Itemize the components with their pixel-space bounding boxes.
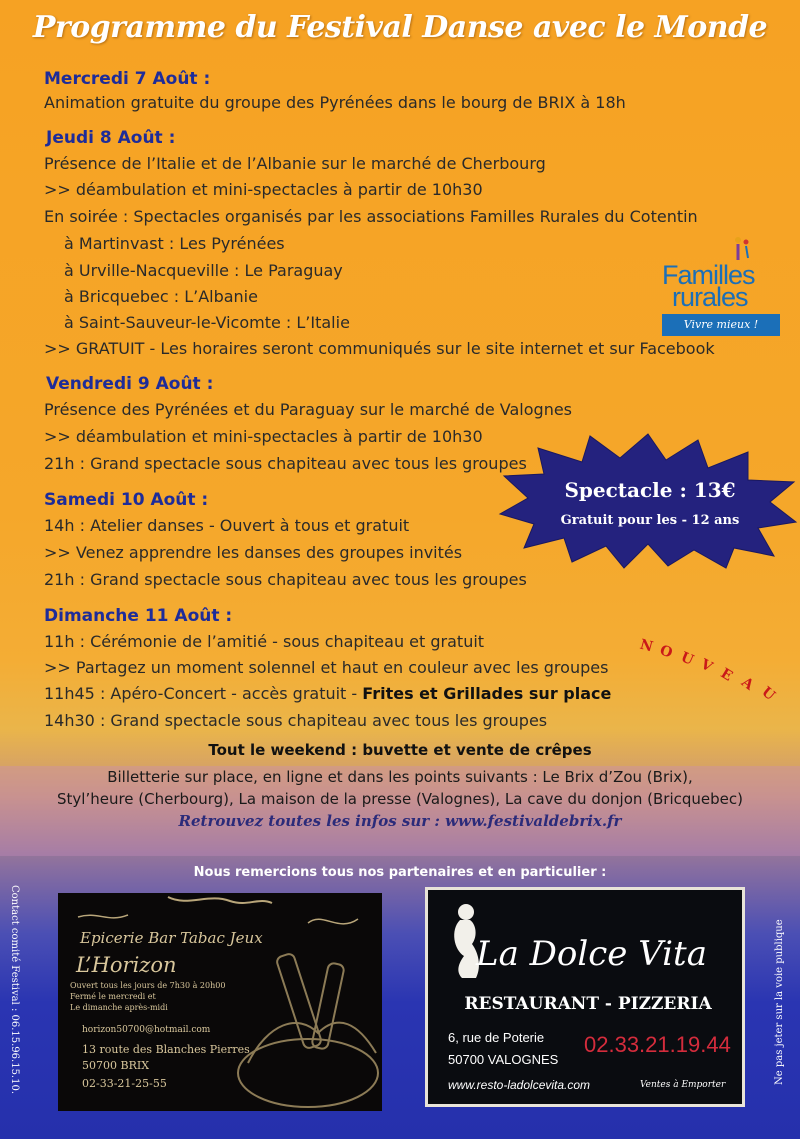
nouveau-letter: N: [638, 636, 655, 656]
program-line: >> déambulation et mini-spectacles à partir de 10h30: [44, 427, 483, 446]
nouveau-letter: V: [697, 656, 715, 676]
program-line: à Urville-Nacqueville : Le Paraguay: [64, 261, 343, 280]
ticketing-line1: Billetterie sur place, en ligne et dans les points suivants : Le Brix d’Zou (Brix),: [107, 768, 693, 786]
program-line: 21h : Grand spectacle sous chapiteau avec tous les groupes: [44, 454, 527, 473]
partner1-hours: Le dimanche après-midi: [70, 1003, 168, 1012]
program-line: à Bricquebec : L’Albanie: [64, 287, 258, 306]
ticketing-website[interactable]: Retrouvez toutes les infos sur : www.festivaldebrix.fr: [178, 812, 622, 830]
program-line: à Martinvast : Les Pyrénées: [64, 234, 285, 253]
partner-card-dolce-vita: [425, 887, 745, 1107]
partner1-header: Epicerie Bar Tabac Jeux: [80, 929, 263, 947]
partner1-hours: Ouvert tous les jours de 7h30 à 20h00: [70, 981, 226, 990]
partner1-name: L’Horizon: [76, 953, 177, 977]
price-sub: Gratuit pour les - 12 ans: [560, 513, 740, 528]
partner2-address: 50700 VALOGNES: [448, 1052, 559, 1067]
program-line: 21h : Grand spectacle sous chapiteau avec tous les groupes: [44, 570, 527, 589]
program-line: En soirée : Spectacles organisés par les associations Familles Rurales du Cotentin: [44, 207, 698, 226]
logo-line2: rurales: [672, 282, 748, 312]
day-heading: Samedi 10 Août :: [44, 490, 209, 510]
program-line: 14h : Atelier danses - Ouvert à tous et gratuit: [44, 516, 410, 535]
day-heading: Vendredi 9 Août :: [46, 374, 214, 394]
weekend-note: Tout le weekend : buvette et vente de crêpes: [208, 741, 592, 759]
price-main: Spectacle : 13€: [564, 478, 736, 502]
partner2-website[interactable]: www.resto-ladolcevita.com: [448, 1078, 591, 1092]
partner1-hours: Fermé le mercredi et: [70, 992, 156, 1001]
program-line: à Saint-Sauveur-le-Vicomte : L’Italie: [64, 313, 350, 332]
contact-text: Contact comité Festival : 06.15.96.15.10.: [9, 885, 20, 1095]
logo-tagline: Vivre mieux !: [662, 314, 780, 336]
familles-rurales-logo: [662, 236, 780, 338]
nouveau-letter: U: [758, 683, 778, 705]
program-line: [44, 684, 611, 703]
nouveau-letter: A: [738, 674, 757, 694]
highlight-text: Frites et Grillades sur place: [362, 684, 612, 703]
logo-line1: Familles: [662, 260, 755, 290]
nouveau-letter: E: [717, 664, 736, 685]
program-line: Animation gratuite du groupe des Pyrénées dans le bourg de BRIX à 18h: [44, 93, 626, 112]
program-line: >> GRATUIT - Les horaires seront communiqués sur le site internet et sur Facebook: [44, 339, 715, 358]
partners-heading: Nous remercions tous nos partenaires et en particulier :: [193, 865, 607, 880]
partner1-email[interactable]: horizon50700@hotmail.com: [82, 1025, 211, 1035]
program-line-text: 11h45 : Apéro-Concert - accès gratuit -: [44, 684, 363, 703]
no-litter-text: Ne pas jeter sur la voie publique: [774, 919, 785, 1085]
ticketing-line2: Styl’heure (Cherbourg), La maison de la presse (Valognes), La cave du donjon (Bricquebec): [57, 790, 743, 808]
program-line: >> Venez apprendre les danses des groupes invités: [44, 543, 463, 562]
program-line: Présence de l’Italie et de l’Albanie sur le marché de Cherbourg: [44, 154, 546, 173]
program-line: >> Partagez un moment solennel et haut en couleur avec les groupes: [44, 658, 609, 677]
program-line: 11h : Cérémonie de l’amitié - sous chapiteau et gratuit: [44, 632, 485, 651]
partner2-address: 6, rue de Poterie: [448, 1030, 545, 1045]
partner1-phone: 02-33-21-25-55: [82, 1077, 167, 1090]
nouveau-letter: O: [658, 642, 675, 662]
partner2-takeaway: Ventes à Emporter: [640, 1080, 726, 1090]
partner-card-horizon: [58, 893, 382, 1111]
day-heading: Mercredi 7 Août :: [44, 69, 211, 89]
program-line: 14h30 : Grand spectacle sous chapiteau avec tous les groupes: [44, 711, 548, 730]
ticketing-info: [0, 766, 800, 832]
day-heading: Dimanche 11 Août :: [44, 606, 233, 626]
page-title: Programme du Festival Danse avec le Monde: [32, 10, 768, 45]
partner1-address: 13 route des Blanches Pierres: [82, 1043, 250, 1056]
nouveau-letter: U: [677, 648, 696, 669]
no-litter-vertical: [772, 885, 792, 1125]
contact-vertical: [4, 885, 24, 1125]
day-heading: Jeudi 8 Août :: [46, 128, 176, 148]
partner2-name: La Dolce Vita: [476, 934, 707, 974]
partner2-type: RESTAURANT - PIZZERIA: [464, 994, 712, 1014]
partner1-address: 50700 BRIX: [82, 1059, 150, 1072]
partner2-phone: 02.33.21.19.44: [584, 1032, 731, 1057]
program-line: >> déambulation et mini-spectacles à partir de 10h30: [44, 180, 483, 199]
program-line: Présence des Pyrénées et du Paraguay sur le marché de Valognes: [44, 400, 573, 419]
